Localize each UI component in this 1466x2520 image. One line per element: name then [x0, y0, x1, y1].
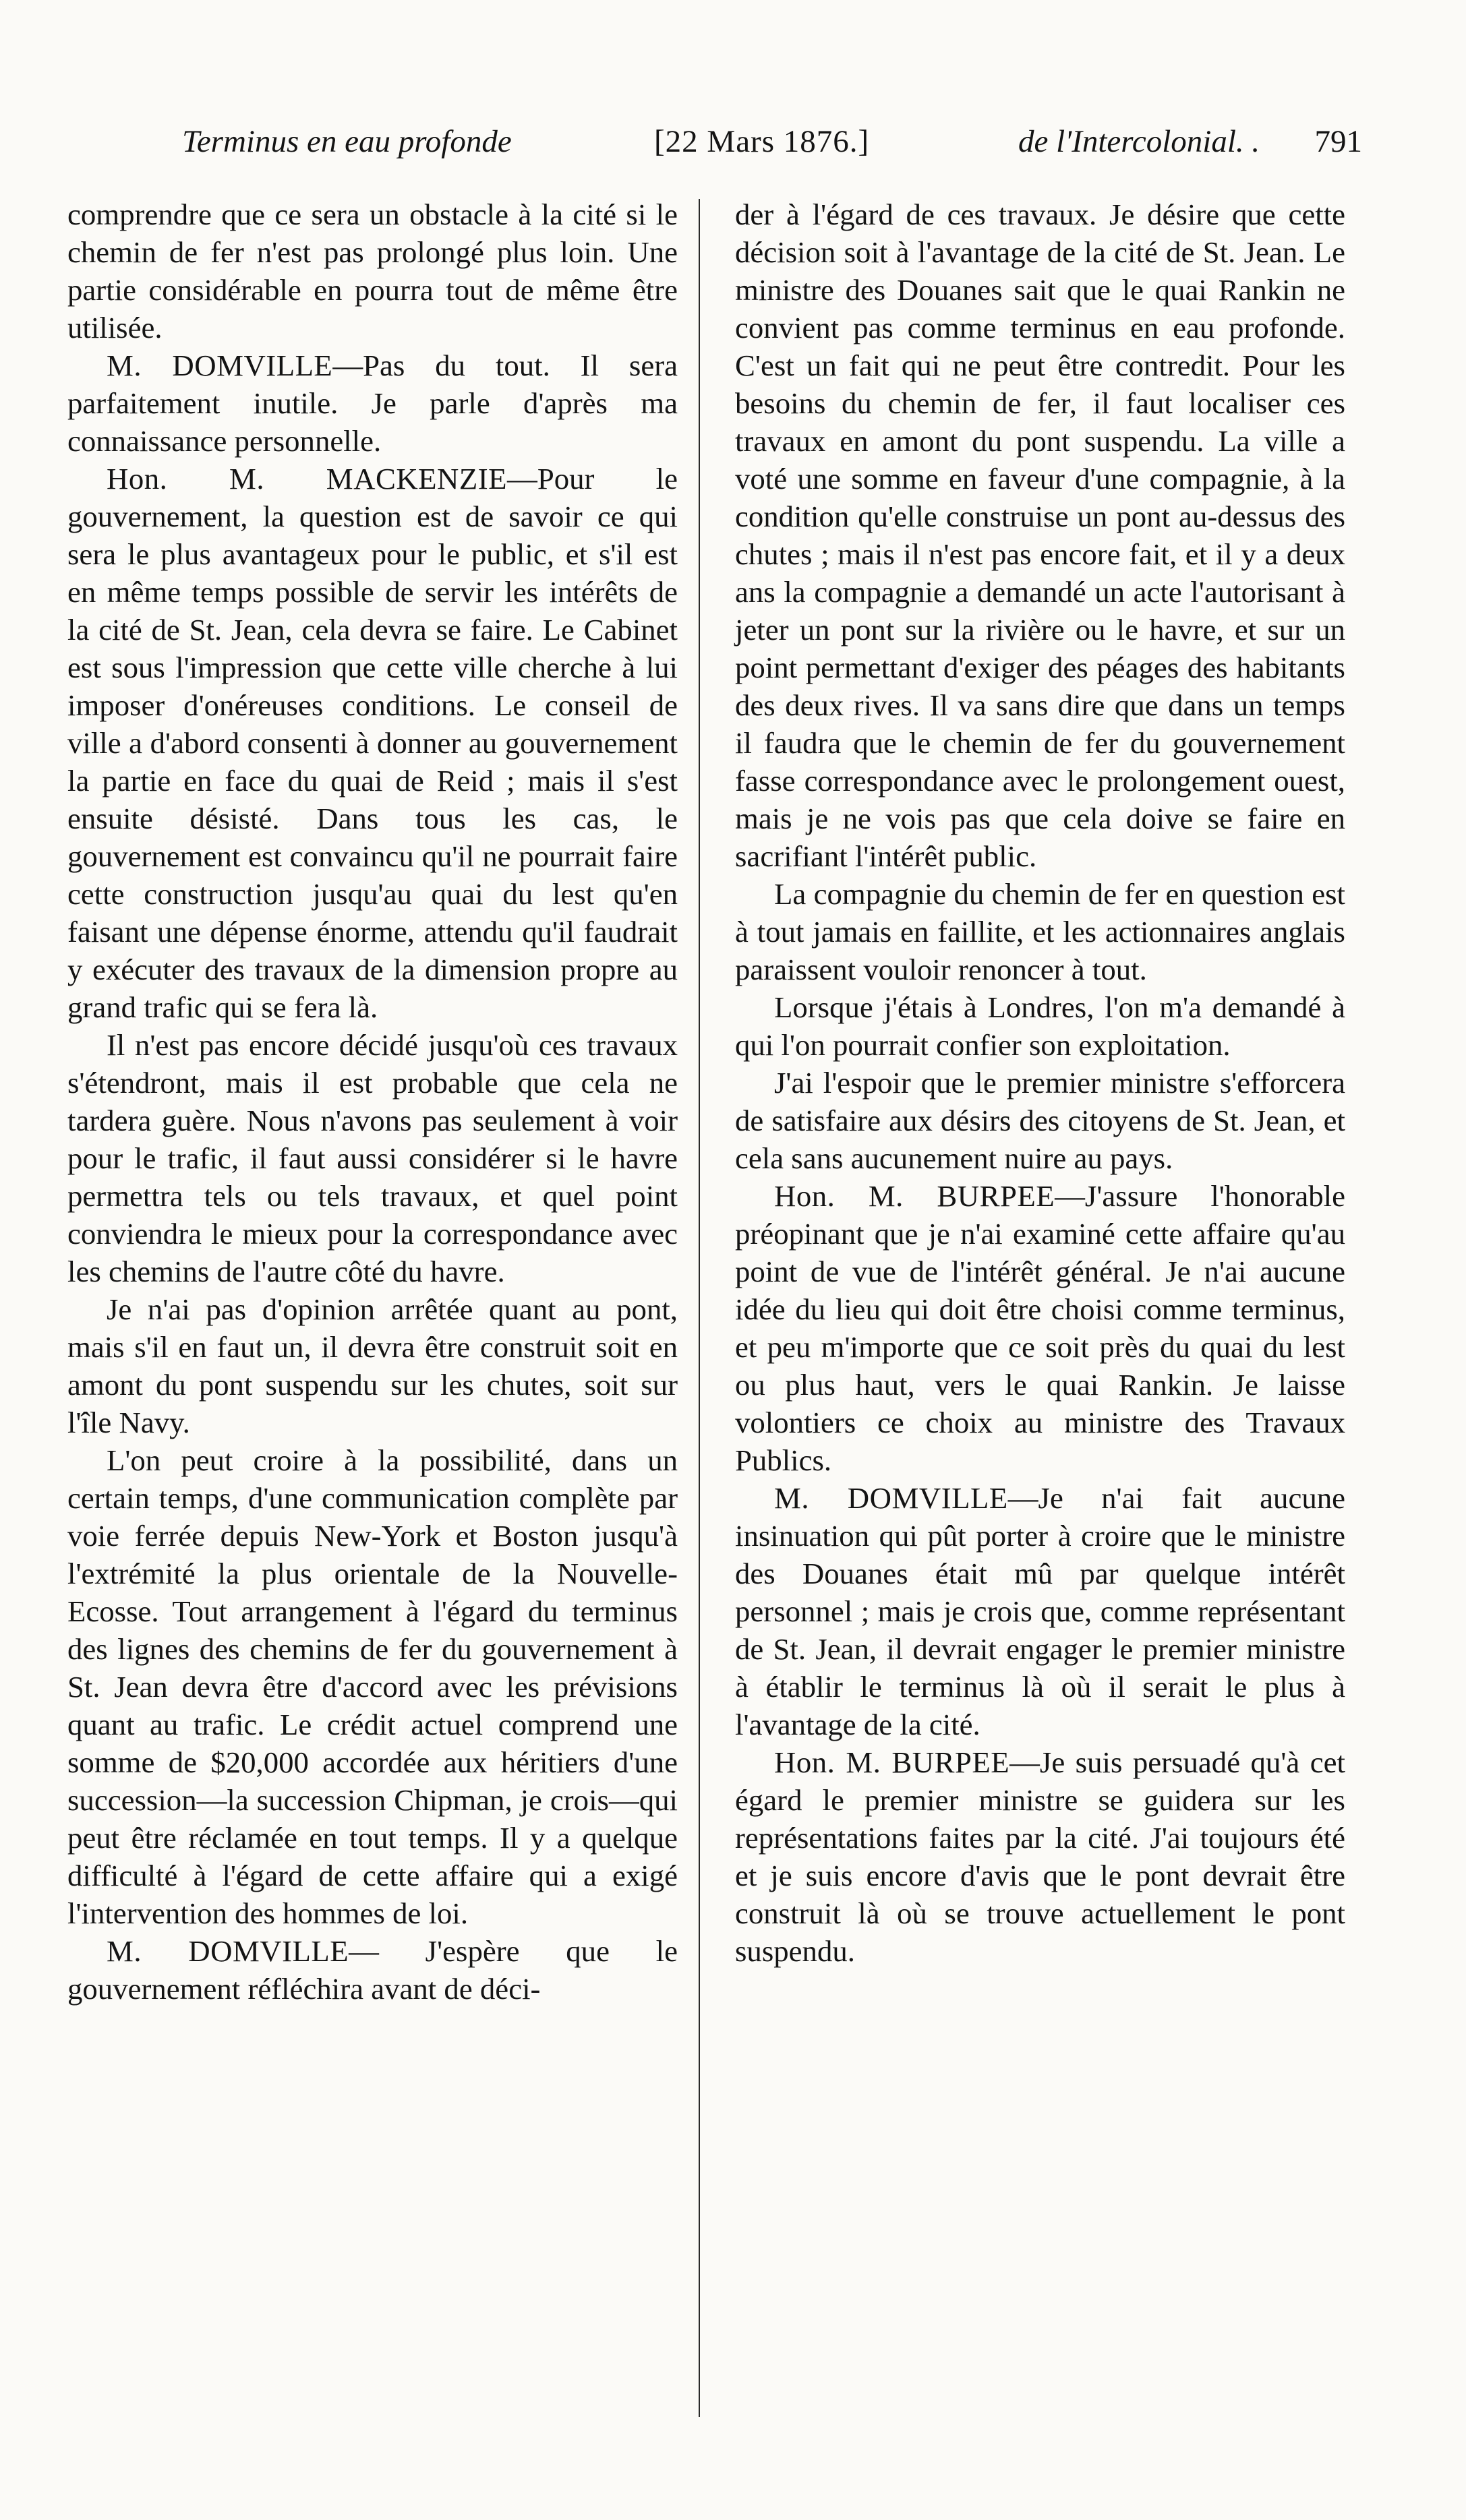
paragraph: J'ai l'espoir que le premier ministre s'efforcera de satisfaire aux désirs des citoyens de St. Jean, et cela sans aucunement nuire au pays. [735, 1066, 1345, 1175]
paragraph: La compagnie du chemin de fer en question est à tout jamais en faillite, et les actionnaires anglais paraissent vouloir renoncer à tout. [735, 877, 1345, 986]
paragraph [735, 1479, 1345, 1743]
speech-text: —J'assure l'honorable préopinant que je n'ai examiné cette affaire qu'au point de vue de l'intérêt général. Je n'ai aucune idée du lieu qui doit être choisi comme terminus, et peu m'importe que ce soit près du quai du lest ou plus haut, vers le quai Rankin. Je laisse volontiers ce choix au ministre des Travaux Publics. [735, 1179, 1346, 1477]
left-column [67, 196, 678, 2008]
paragraph: comprendre que ce sera un obstacle à la cité si le chemin de fer n'est pas prolongé plus loin. Une partie considérable en pourra tout de même être utilisée. [67, 198, 678, 344]
header-right-title: de l'Intercolonial. . [1018, 124, 1260, 159]
paragraph [67, 347, 678, 460]
speech-text: — J'espère que le gouvernement réfléchira avant de déci- [67, 1934, 678, 2006]
speech-text: —Je n'ai fait aucune insinuation qui pût porter à croire que le ministre des Douanes était mû par quelque intérêt personnel ; mais je crois que, comme représentant de St. Jean, il devrait engager le premier ministre à établir le terminus là où il serait le plus à l'avantage de la cité. [735, 1481, 1346, 1741]
header-left-title: Terminus en eau profonde [182, 124, 512, 159]
paragraph [735, 1177, 1345, 1479]
paragraph: Lorsque j'étais à Londres, l'on m'a demandé à qui l'on pourrait confier son exploitation. [735, 990, 1345, 1062]
speech-text: —Pas du tout. Il sera parfaitement inutile. Je parle d'après ma connaissance personnelle. [67, 349, 678, 458]
speaker-name: M. DOMVILLE [107, 1934, 349, 1968]
right-column [735, 196, 1345, 1970]
column-divider [699, 199, 700, 2417]
paragraph: Je n'ai pas d'opinion arrêtée quant au pont, mais s'il en faut un, il devra être construit soit en amont du pont suspendu sur les chutes, soit sur l'île Navy. [67, 1292, 678, 1439]
paragraph: Il n'est pas encore décidé jusqu'où ces travaux s'étendront, mais il est probable que cela ne tardera guère. Nous n'avons pas seulement à voir pour le trafic, il faut aussi considérer si le havre permettra tels ou tels travaux, et quel point conviendra le mieux pour la correspondance avec les chemins de l'autre côté du havre. [67, 1028, 678, 1288]
speaker-name: M. DOMVILLE [774, 1481, 1008, 1515]
paragraph [67, 460, 678, 1026]
speech-text: —Je suis persuadé qu'à cet égard le premier ministre se guidera sur les représentations faites par la cité. J'ai toujours été et je suis encore d'avis que le pont devrait être construit là où se trouve actuellement le pont suspendu. [735, 1745, 1345, 1968]
running-header [67, 115, 1389, 169]
speaker-name: Hon. M. MACKENZIE [107, 462, 508, 496]
speaker-name: Hon. M. BURPEE [774, 1179, 1055, 1213]
paragraph: der à l'égard de ces travaux. Je désire que cette décision soit à l'avantage de la cité de St. Jean. Le ministre des Douanes sait que le quai Rankin ne convient pas comme terminus en eau profonde. C'est un fait qui ne peut être contredit. Pour les besoins du chemin de fer, il faut localiser ces travaux en amont du pont suspendu. La ville a voté une somme en faveur d'une compagnie, à la condition qu'elle construise un pont au-dessus des chutes ; mais il n'est pas encore fait, et il y a deux ans la compagnie a demandé un acte l'autorisant à jeter un pont sur la rivière ou le havre, et sur un point permettant d'exiger des péages des habitants des deux rives. Il va sans dire que dans un temps il faudra que le chemin de fer du gouvernement fasse correspondance avec le prolongement ouest, mais je ne vois pas que cela doive se faire en sacrifiant l'intérêt public. [735, 198, 1345, 873]
paragraph: L'on peut croire à la possibilité, dans un certain temps, d'une communication complète par voie ferrée depuis New-York et Boston jusqu'à l'extrémité la plus orientale de la Nouvelle-Ecosse. Tout arrangement à l'égard du terminus des lignes des chemins de fer du gouvernement à St. Jean devra être d'accord avec les prévisions quant au trafic. Le crédit actuel comprend une somme de $20,000 accordée aux héritiers d'une succession—la succession Chipman, je crois—qui peut être réclamée en tout temps. Il y a quelque difficulté à l'égard de cette affaire qui a exigé l'intervention des hommes de loi. [67, 1443, 678, 1930]
speaker-name: M. DOMVILLE [107, 349, 333, 382]
speaker-name: Hon. M. BURPEE [774, 1745, 1010, 1779]
paragraph [67, 1932, 678, 2008]
paragraph [735, 1743, 1345, 1970]
header-date: [22 Mars 1876.] [654, 124, 870, 159]
page-number: 791 [1314, 124, 1362, 159]
speech-text: —Pour le gouvernement, la question est de savoir ce qui sera le plus avantageux pour le public, et s'il est en même temps possible de servir les intérêts de la cité de St. Jean, cela devra se faire. Le Cabinet est sous l'impression que cette ville cherche à lui imposer d'onéreuses conditions. Le conseil de ville a d'abord consenti à donner au gouvernement la partie en face du quai de Reid ; mais il s'est ensuite désisté. Dans tous les cas, le gouvernement est convaincu qu'il ne pourrait faire cette construction jusqu'au quai du lest qu'en faisant une dépense énorme, attendu qu'il faudrait y exécuter des travaux de la dimension propre au grand trafic qui se fera là. [67, 462, 678, 1024]
